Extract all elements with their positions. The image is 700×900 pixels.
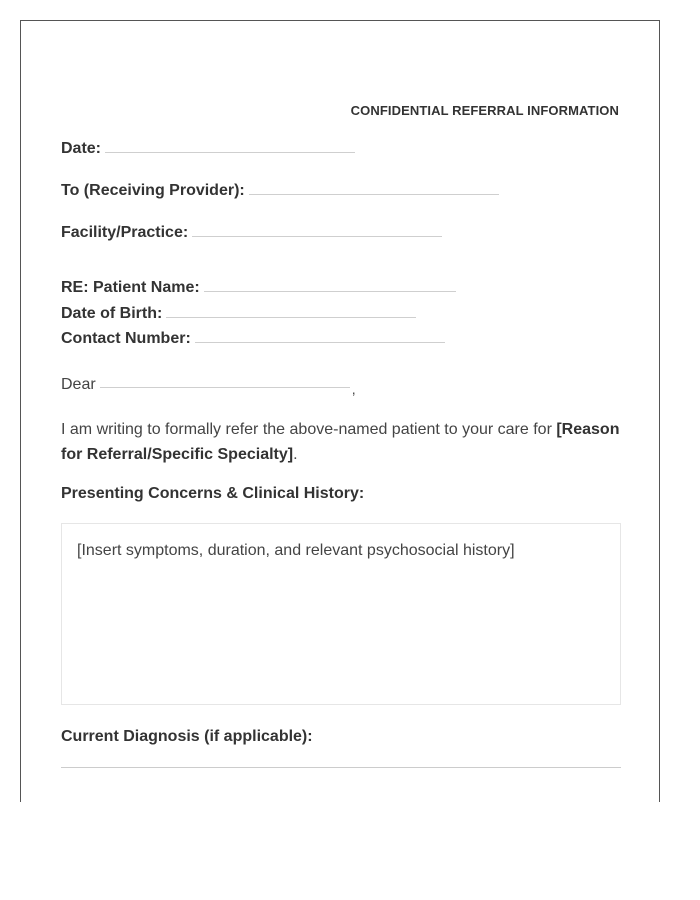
dob-field — [61, 305, 416, 323]
date-blank-line[interactable] — [105, 152, 355, 153]
receiving-provider-blank-line[interactable] — [249, 194, 499, 195]
concerns-placeholder: [Insert symptoms, duration, and relevant psychosocial history] — [77, 542, 515, 559]
date-label: Date: — [61, 140, 102, 157]
referral-document — [20, 20, 660, 802]
intro-text: I am writing to formally refer the above-named patient to your care for — [61, 421, 557, 438]
patient-name-blank-line[interactable] — [204, 291, 456, 292]
intro-period: . — [293, 446, 298, 463]
diagnosis-blank-line[interactable] — [61, 767, 621, 768]
patient-name-field — [61, 279, 456, 297]
dob-blank-line[interactable] — [166, 317, 416, 318]
salutation — [61, 376, 356, 397]
contact-number-field — [61, 330, 445, 348]
diagnosis-title: Current Diagnosis (if applicable): — [61, 728, 313, 745]
contact-number-blank-line[interactable] — [195, 342, 445, 343]
intro-paragraph — [61, 417, 626, 467]
salutation-blank-line[interactable] — [100, 387, 350, 388]
receiving-provider-label: To (Receiving Provider): — [61, 182, 245, 199]
salutation-comma: , — [351, 381, 356, 397]
concerns-title: Presenting Concerns & Clinical History: — [61, 485, 365, 502]
document-header: CONFIDENTIAL REFERRAL INFORMATION — [350, 103, 619, 118]
patient-name-label: RE: Patient Name: — [61, 279, 200, 296]
salutation-dear: Dear — [61, 376, 96, 393]
facility-blank-line[interactable] — [192, 236, 442, 237]
date-field — [61, 140, 355, 158]
concerns-text-box[interactable] — [61, 523, 621, 705]
facility-field — [61, 224, 442, 242]
contact-number-label: Contact Number: — [61, 330, 191, 347]
intro-reason-placeholder: [Reason for Referral/Specific Specialty] — [61, 421, 620, 463]
dob-label: Date of Birth: — [61, 305, 163, 322]
facility-label: Facility/Practice: — [61, 224, 189, 241]
receiving-provider-field — [61, 182, 499, 200]
